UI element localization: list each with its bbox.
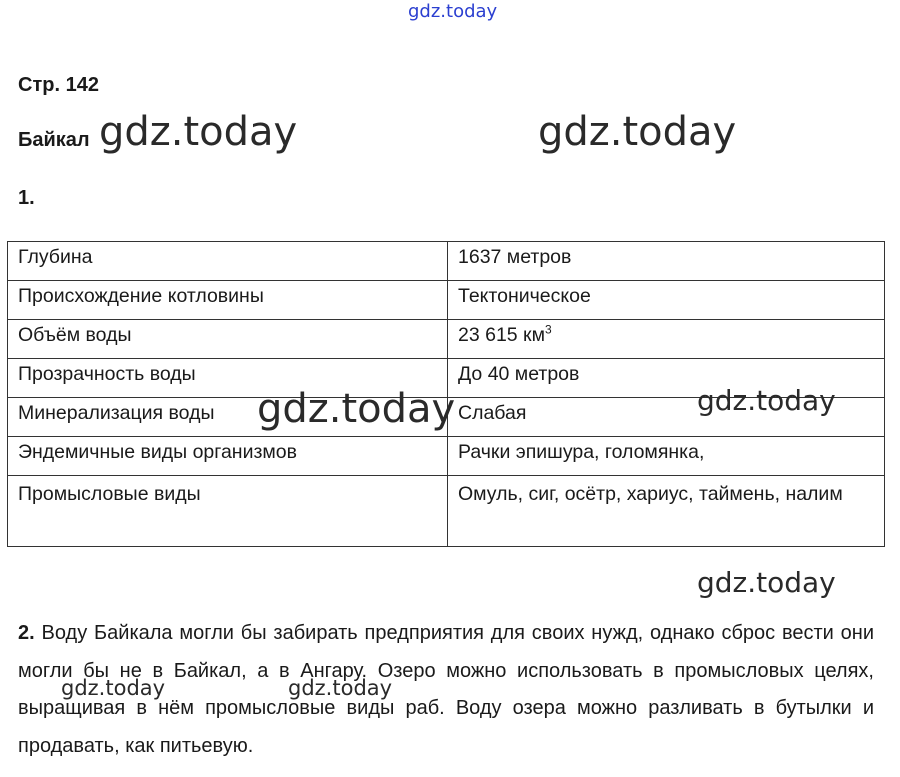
table-row <box>8 281 885 320</box>
table-row <box>8 476 885 547</box>
row-label: Эндемичные виды организмов <box>8 437 448 476</box>
watermark: gdz.today <box>99 109 298 155</box>
table-row <box>8 320 885 359</box>
section-title: Байкал <box>18 129 90 151</box>
row-label: Глубина <box>8 242 448 281</box>
row-label: Объём воды <box>8 320 448 359</box>
row-value-cell <box>448 320 885 359</box>
superscript: 3 <box>545 322 552 337</box>
watermark: gdz.today <box>288 676 393 700</box>
task-1-number: 1. <box>18 187 35 209</box>
table-row <box>8 437 885 476</box>
row-value: 23 615 км <box>458 324 545 346</box>
watermark: gdz.today <box>697 566 836 599</box>
page-number: Стр. 142 <box>18 74 99 96</box>
watermark: gdz.today <box>257 386 456 432</box>
row-value: Слабая <box>448 398 885 437</box>
watermark: gdz.today <box>697 384 836 417</box>
row-value: Омуль, сиг, осётр, хариус, таймень, налим <box>448 476 885 547</box>
watermark: gdz.today <box>408 1 498 22</box>
row-label: Происхождение котловины <box>8 281 448 320</box>
table-row <box>8 242 885 281</box>
row-label: Минерализация воды <box>8 398 448 437</box>
row-label: Прозрачность воды <box>8 359 448 398</box>
row-value: Рачки эпишура, голомянка, <box>448 437 885 476</box>
row-value: 1637 метров <box>448 242 885 281</box>
task-2-number: 2. <box>18 622 35 644</box>
task-2-text: Воду Байкала могли бы забирать предприятия для своих нужд, однако сброс вести они могли бы не в Байкал, а в Ангару. Озеро можно использовать в промысловых целях, выращивая в нём промысловые виды раб. Воду озера можно разливать в бутылки и продавать, как питьевую. <box>18 622 874 757</box>
watermark: gdz.today <box>538 109 737 155</box>
watermark: gdz.today <box>61 676 166 700</box>
row-value: Тектоническое <box>448 281 885 320</box>
row-value: До 40 метров <box>448 359 885 398</box>
row-label: Промысловые виды <box>8 476 448 547</box>
